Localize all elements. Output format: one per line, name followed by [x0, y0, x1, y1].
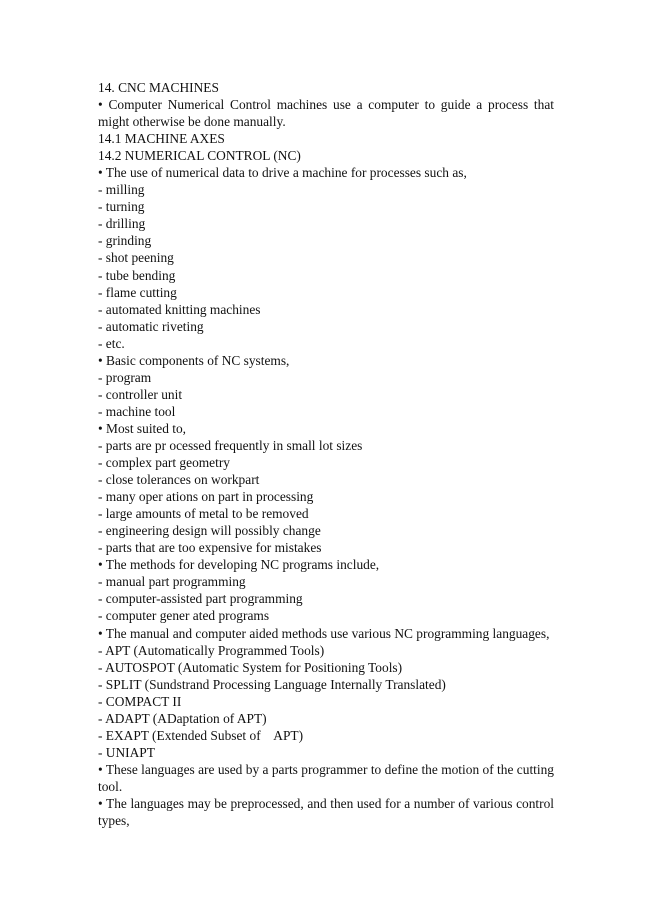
list-item: - drilling — [98, 216, 146, 232]
list-item: - controller unit — [98, 386, 183, 402]
list-item: - UNIAPT — [98, 744, 155, 760]
list-item: - EXAPT (Extended Subset of APT) — [98, 727, 304, 743]
subsection-heading: 14.2 NUMERICAL CONTROL (NC) — [98, 148, 301, 164]
bullet-item: • The manual and computer aided methods use various NC programming languages, — [98, 625, 550, 641]
list-item: - computer gener ated programs — [98, 608, 270, 624]
bullet-item: • The use of numerical data to drive a machine for processes such as, — [98, 165, 467, 181]
list-item: - manual part programming — [98, 574, 246, 590]
list-item: - COMPACT II — [98, 693, 182, 709]
bullet-item: • Most suited to, — [98, 420, 187, 436]
list-item: - APT (Automatically Programmed Tools) — [98, 642, 325, 658]
list-item: - program — [98, 369, 152, 385]
list-item: - automated knitting machines — [98, 301, 261, 317]
list-item: - shot peening — [98, 250, 174, 266]
list-item: - machine tool — [98, 403, 176, 419]
list-item: - tube bending — [98, 267, 176, 283]
list-item: - turning — [98, 199, 145, 215]
list-item: - SPLIT (Sundstrand Processing Language Internally Translated) — [98, 676, 446, 692]
subsection-heading: 14.1 MACHINE AXES — [98, 131, 225, 147]
list-item: - milling — [98, 182, 145, 198]
list-item: - automatic riveting — [98, 318, 204, 334]
list-item: - many oper ations on part in processing — [98, 489, 314, 505]
bullet-paragraph: • The languages may be preprocessed, and then used for a number of various control types, — [98, 795, 554, 829]
list-item: - ADAPT (ADaptation of APT) — [98, 710, 267, 726]
list-item: - engineering design will possibly change — [98, 523, 321, 539]
list-item: - close tolerances on workpart — [98, 472, 260, 488]
list-item: - computer-assisted part programming — [98, 591, 303, 607]
bullet-paragraph: • Computer Numerical Control machines use a computer to guide a process that might otherwise be done manually. — [98, 97, 554, 130]
list-item: - AUTOSPOT (Automatic System for Positioning Tools) — [98, 659, 403, 675]
bullet-item: • The methods for developing NC programs include, — [98, 557, 380, 573]
document-body — [98, 79, 554, 829]
list-item: - etc. — [98, 335, 125, 351]
section-heading: 14. CNC MACHINES — [98, 80, 219, 95]
list-item: - complex part geometry — [98, 455, 230, 471]
list-item: - large amounts of metal to be removed — [98, 506, 309, 522]
bullet-item: • Basic components of NC systems, — [98, 352, 290, 368]
list-item: - flame cutting — [98, 284, 177, 300]
bullet-paragraph: • These languages are used by a parts programmer to define the motion of the cutting tool. — [98, 761, 554, 794]
list-item: - parts are pr ocessed frequently in small lot sizes — [98, 437, 363, 453]
list-item: - parts that are too expensive for mistakes — [98, 540, 322, 556]
list-item: - grinding — [98, 233, 152, 249]
